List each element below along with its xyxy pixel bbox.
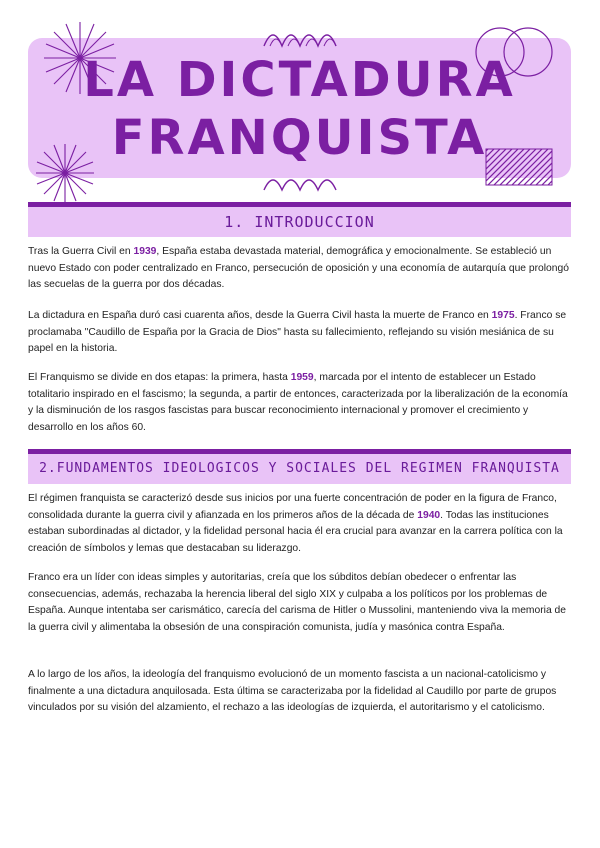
section-heading-text: 1. INTRODUCCION <box>224 213 375 231</box>
year-highlight: 1975 <box>491 310 515 321</box>
paragraph: El Franquismo se divide en dos etapas: la primera, hasta 1959, marcada por el intento de establecer un Estado totalitario inspirado en el fascismo; la segunda, a partir de entonces, caracterizada por la liberalización de la economía y la disminución de los rasgos fascistas para buscar reconocimiento internacional y promover el crecimiento y desarrollo en los años 60. <box>28 372 568 433</box>
section-heading-text: 2.FUNDAMENTOS IDEOLOGICOS Y SOCIALES DEL REGIMEN FRANQUISTA <box>39 461 560 476</box>
wave-icon <box>262 22 342 48</box>
page-title-line2: FRANQUISTA <box>111 110 488 166</box>
paragraph: A lo largo de los años, la ideología del franquismo evolucionó de un momento fascista a un nacional-catolicismo y finalmente a una dictadura anquilosada. Esta última se caracterizaba por la fidelidad al Caudillo por parte de grupos vinculados por su visión del alzamiento, el rechazo a las ideologías de izquierda, el autoritarismo y el catolicismo. <box>28 669 557 714</box>
page-title-line1: LA DICTADURA <box>83 52 516 108</box>
paragraph: El régimen franquista se caracterizó desde sus inicios por una fuerte concentración de poder en la figura de Franco, consolidada durante la guerra civil y afianzada en los primeros años de la década de 1940. Todas las instituciones estaban subordinadas al dictador, y la fidelidad personal hacia él era crucial para avanzar en la carrera política con la creación de símbolos y lemas que destacaban su liderazgo. <box>28 493 563 554</box>
year-highlight: 1959 <box>290 372 314 383</box>
paragraph: Tras la Guerra Civil en 1939, España estaba devastada material, demográfica y emocionalmente. Se estableció un nuevo Estado con poder centralizado en Franco, persecución de oposición y una economía de autarquía que prolongó las secuelas de la guerra por dos décadas. <box>28 246 569 291</box>
section-heading <box>28 202 571 237</box>
paragraph: Franco era un líder con ideas simples y autoritarias, creía que los súbditos debían obedecer o enfrentar las consecuencias, además, rechazaba la herencia liberal del siglo XIX y culpaba a los políticos por los problemas de España. Aunque intentaba ser carismático, carecía del carisma de Hitler o Mussolini, manteniendo viva la memoria de la guerra civil y alimentaba la obsesión de una conspiración comunista, judía y masónica contra España. <box>28 572 566 633</box>
paragraph: La dictadura en España duró casi cuarenta años, desde la Guerra Civil hasta la muerte de Franco en 1975. Franco se proclamaba "Caudillo de España por la Gracia de Dios" hasta su fallecimiento, reflejando su visión mesiánica de su papel en la historia. <box>28 310 567 355</box>
year-highlight: 1939 <box>133 246 157 257</box>
section-heading <box>28 449 571 484</box>
wave-icon <box>262 168 342 192</box>
year-highlight: 1940 <box>417 509 441 521</box>
